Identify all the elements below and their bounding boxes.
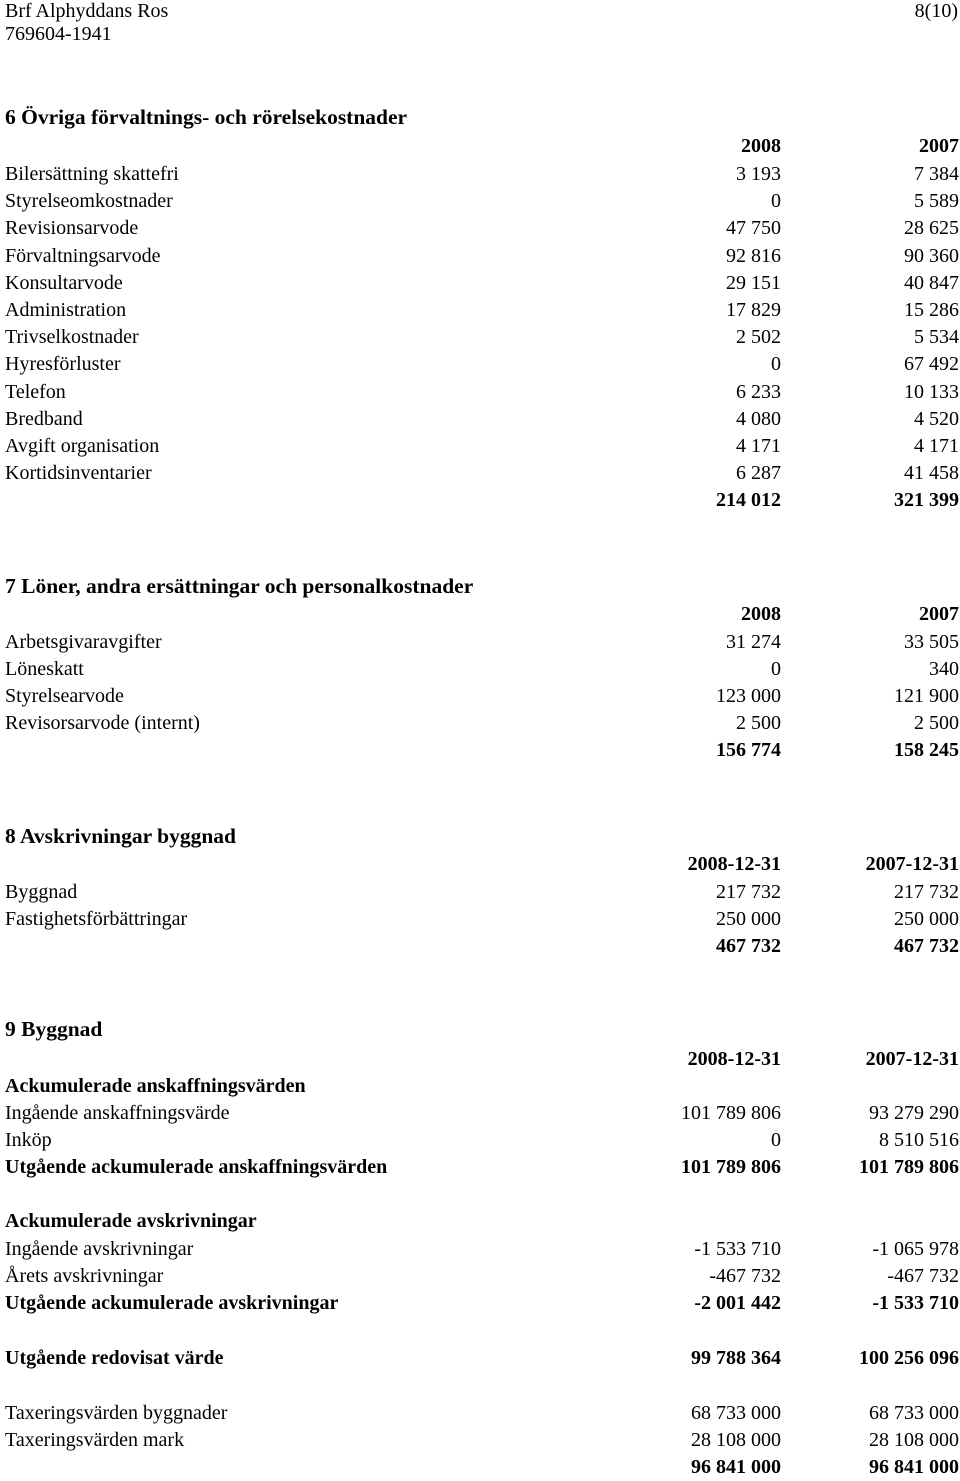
row-value-2007: 250 000	[894, 908, 959, 930]
table-row	[5, 710, 959, 737]
note9-dep-heading-row	[5, 1208, 959, 1235]
note9-title: 9 Byggnad	[5, 1017, 103, 1041]
row-value-2007: 28 625	[904, 217, 959, 240]
row-value-2008: 0	[771, 190, 781, 213]
note9-book-value-row	[5, 1345, 959, 1372]
table-row	[5, 406, 959, 433]
note7-col-headers	[5, 601, 959, 628]
note9-tax-total-2007: 96 841 000	[869, 1456, 959, 1478]
note9-col1: 2008-12-31	[687, 1048, 781, 1070]
note9-tax-total-row	[5, 1454, 959, 1481]
row-value-2008: 28 108 000	[691, 1429, 781, 1451]
row-value-2007: 15 286	[904, 299, 959, 321]
table-row	[5, 629, 959, 656]
table-row	[5, 270, 959, 297]
row-label: Konsultarvode	[5, 271, 123, 294]
row-label: Styrelsearvode	[5, 685, 124, 707]
row-value-2008: 2 502	[736, 326, 781, 349]
note7-total-2007: 158 245	[894, 739, 959, 761]
row-value-2008: 29 151	[726, 271, 781, 294]
table-row	[5, 1236, 959, 1263]
row-value-2007: -1 065 978	[872, 1238, 959, 1260]
row-label: Ingående anskaffningsvärde	[5, 1102, 230, 1124]
table-row	[5, 879, 959, 906]
note9-col-headers	[5, 1046, 959, 1073]
row-label: Byggnad	[5, 881, 78, 903]
note7-col1: 2008	[741, 603, 781, 625]
row-label: Revisionsarvode	[5, 217, 139, 240]
row-label: Inköp	[5, 1129, 52, 1151]
row-value-2007: 4 520	[914, 407, 959, 430]
row-value-2008: 0	[771, 658, 781, 680]
row-label: Årets avskrivningar	[5, 1265, 164, 1287]
row-value-2008: 6 233	[736, 380, 781, 403]
note9-dep-total-label: Utgående ackumulerade avskrivningar	[5, 1292, 339, 1314]
table-row	[5, 215, 959, 242]
table-row	[5, 324, 959, 351]
row-label: Styrelseomkostnader	[5, 190, 173, 213]
row-value-2008: 31 274	[726, 631, 781, 653]
table-row	[5, 683, 959, 710]
row-value-2007: 217 732	[894, 881, 959, 903]
row-value-2008: 92 816	[726, 244, 781, 267]
note9-book-value-2008: 99 788 364	[691, 1347, 781, 1369]
row-value-2007: 4 171	[914, 435, 959, 457]
row-value-2008: 0	[771, 1129, 781, 1151]
page-header	[5, 0, 958, 46]
row-value-2008: 217 732	[716, 881, 781, 903]
row-value-2007: 8 510 516	[879, 1129, 959, 1151]
row-value-2007: 33 505	[904, 631, 959, 653]
note9-acq-total-row	[5, 1154, 959, 1181]
note8-total-row	[5, 933, 959, 960]
row-value-2007: 67 492	[904, 353, 959, 376]
note8-total-2007: 467 732	[894, 935, 959, 957]
row-value-2007: 41 458	[904, 462, 959, 485]
note6-total-2007: 321 399	[894, 489, 959, 511]
row-label: Fastighetsförbättringar	[5, 908, 188, 930]
row-label: Taxeringsvärden mark	[5, 1429, 185, 1451]
row-value-2008: 47 750	[726, 217, 781, 240]
org-number: 769604-1941	[5, 23, 112, 45]
note8-title: 8 Avskrivningar byggnad	[5, 824, 236, 848]
table-row	[5, 1427, 959, 1454]
row-label: Ingående avskrivningar	[5, 1238, 194, 1260]
row-label: Bredband	[5, 407, 83, 430]
row-value-2007: 5 589	[914, 190, 959, 213]
note9-acq-heading: Ackumulerade anskaffningsvärden	[5, 1075, 306, 1097]
row-value-2007: 68 733 000	[869, 1402, 959, 1424]
note8-col2: 2007-12-31	[865, 853, 959, 875]
note9-dep-total-2008: -2 001 442	[694, 1292, 781, 1314]
row-value-2008: 17 829	[726, 299, 781, 321]
note8-total-2008: 467 732	[716, 935, 781, 957]
row-label: Kortidsinventarier	[5, 462, 152, 485]
org-name: Brf Alphyddans Ros	[5, 0, 169, 22]
row-value-2007: 90 360	[904, 244, 959, 267]
note8-col1: 2008-12-31	[687, 853, 781, 875]
row-value-2007: 340	[929, 658, 959, 680]
row-value-2008: -467 732	[709, 1265, 781, 1287]
note7-total-2008: 156 774	[716, 739, 781, 761]
note8-col-headers	[5, 851, 959, 878]
row-label: Revisorsarvode (internt)	[5, 712, 200, 734]
row-label: Trivselkostnader	[5, 326, 139, 349]
note9-dep-total-row	[5, 1290, 959, 1317]
page-number: 8(10)	[914, 0, 958, 22]
note9-dep-heading: Ackumulerade avskrivningar	[5, 1210, 257, 1232]
row-value-2008: 101 789 806	[681, 1102, 781, 1124]
row-label: Avgift organisation	[5, 435, 160, 457]
note9-acq-total-2007: 101 789 806	[859, 1156, 959, 1178]
row-value-2007: 121 900	[894, 685, 959, 707]
note6-title: 6 Övriga förvaltnings- och rörelsekostnader	[5, 105, 408, 129]
row-value-2008: 68 733 000	[691, 1402, 781, 1424]
table-row	[5, 656, 959, 683]
row-label: Löneskatt	[5, 658, 84, 680]
row-value-2008: 6 287	[736, 462, 781, 485]
table-row	[5, 188, 959, 215]
row-value-2008: 3 193	[736, 163, 781, 185]
table-row	[5, 906, 959, 933]
row-value-2008: 4 080	[736, 407, 781, 430]
row-value-2007: 7 384	[914, 163, 959, 185]
row-label: Hyresförluster	[5, 353, 121, 376]
note9-book-value-label: Utgående redovisat värde	[5, 1347, 224, 1369]
table-row	[5, 460, 959, 487]
note9-acq-heading-row	[5, 1073, 959, 1100]
row-value-2007: 10 133	[904, 380, 959, 403]
note7-col2: 2007	[919, 603, 959, 625]
table-row	[5, 1100, 959, 1127]
row-value-2008: 4 171	[736, 435, 781, 457]
table-row	[5, 1127, 959, 1154]
table-row	[5, 1263, 959, 1290]
note9-tax-total-2008: 96 841 000	[691, 1456, 781, 1478]
row-label: Arbetsgivaravgifter	[5, 631, 162, 653]
note6-total-2008: 214 012	[716, 489, 781, 511]
table-row	[5, 297, 959, 324]
row-value-2008: 250 000	[716, 908, 781, 930]
table-row	[5, 1400, 959, 1427]
note9-acq-total-2008: 101 789 806	[681, 1156, 781, 1178]
table-row	[5, 161, 959, 188]
row-value-2008: 0	[771, 353, 781, 376]
row-label: Bilersättning skattefri	[5, 163, 179, 185]
table-row	[5, 243, 959, 270]
row-label: Administration	[5, 299, 127, 321]
note9-dep-total-2007: -1 533 710	[872, 1292, 959, 1314]
table-row	[5, 433, 959, 460]
row-value-2007: 2 500	[914, 712, 959, 734]
row-value-2007: 93 279 290	[869, 1102, 959, 1124]
row-label: Telefon	[5, 380, 66, 403]
note7-title: 7 Löner, andra ersättningar och personalkostnader	[5, 574, 474, 598]
row-label: Förvaltningsarvode	[5, 244, 161, 267]
row-value-2007: 28 108 000	[869, 1429, 959, 1451]
note7-total-row	[5, 737, 959, 764]
row-value-2007: 40 847	[904, 271, 959, 294]
note9-col2: 2007-12-31	[865, 1048, 959, 1070]
row-label: Taxeringsvärden byggnader	[5, 1402, 228, 1424]
note9-acq-total-label: Utgående ackumulerade anskaffningsvärden	[5, 1156, 388, 1178]
row-value-2007: -467 732	[887, 1265, 959, 1287]
note6-col2: 2007	[919, 135, 959, 157]
row-value-2008: 2 500	[736, 712, 781, 734]
note9-book-value-2007: 100 256 096	[859, 1347, 959, 1369]
table-row	[5, 379, 959, 406]
note6-col-headers	[5, 133, 959, 160]
row-value-2007: 5 534	[914, 326, 959, 349]
table-row	[5, 351, 959, 378]
row-value-2008: 123 000	[716, 685, 781, 707]
note6-total-row	[5, 487, 959, 514]
note6-col1: 2008	[741, 135, 781, 157]
row-value-2008: -1 533 710	[694, 1238, 781, 1260]
